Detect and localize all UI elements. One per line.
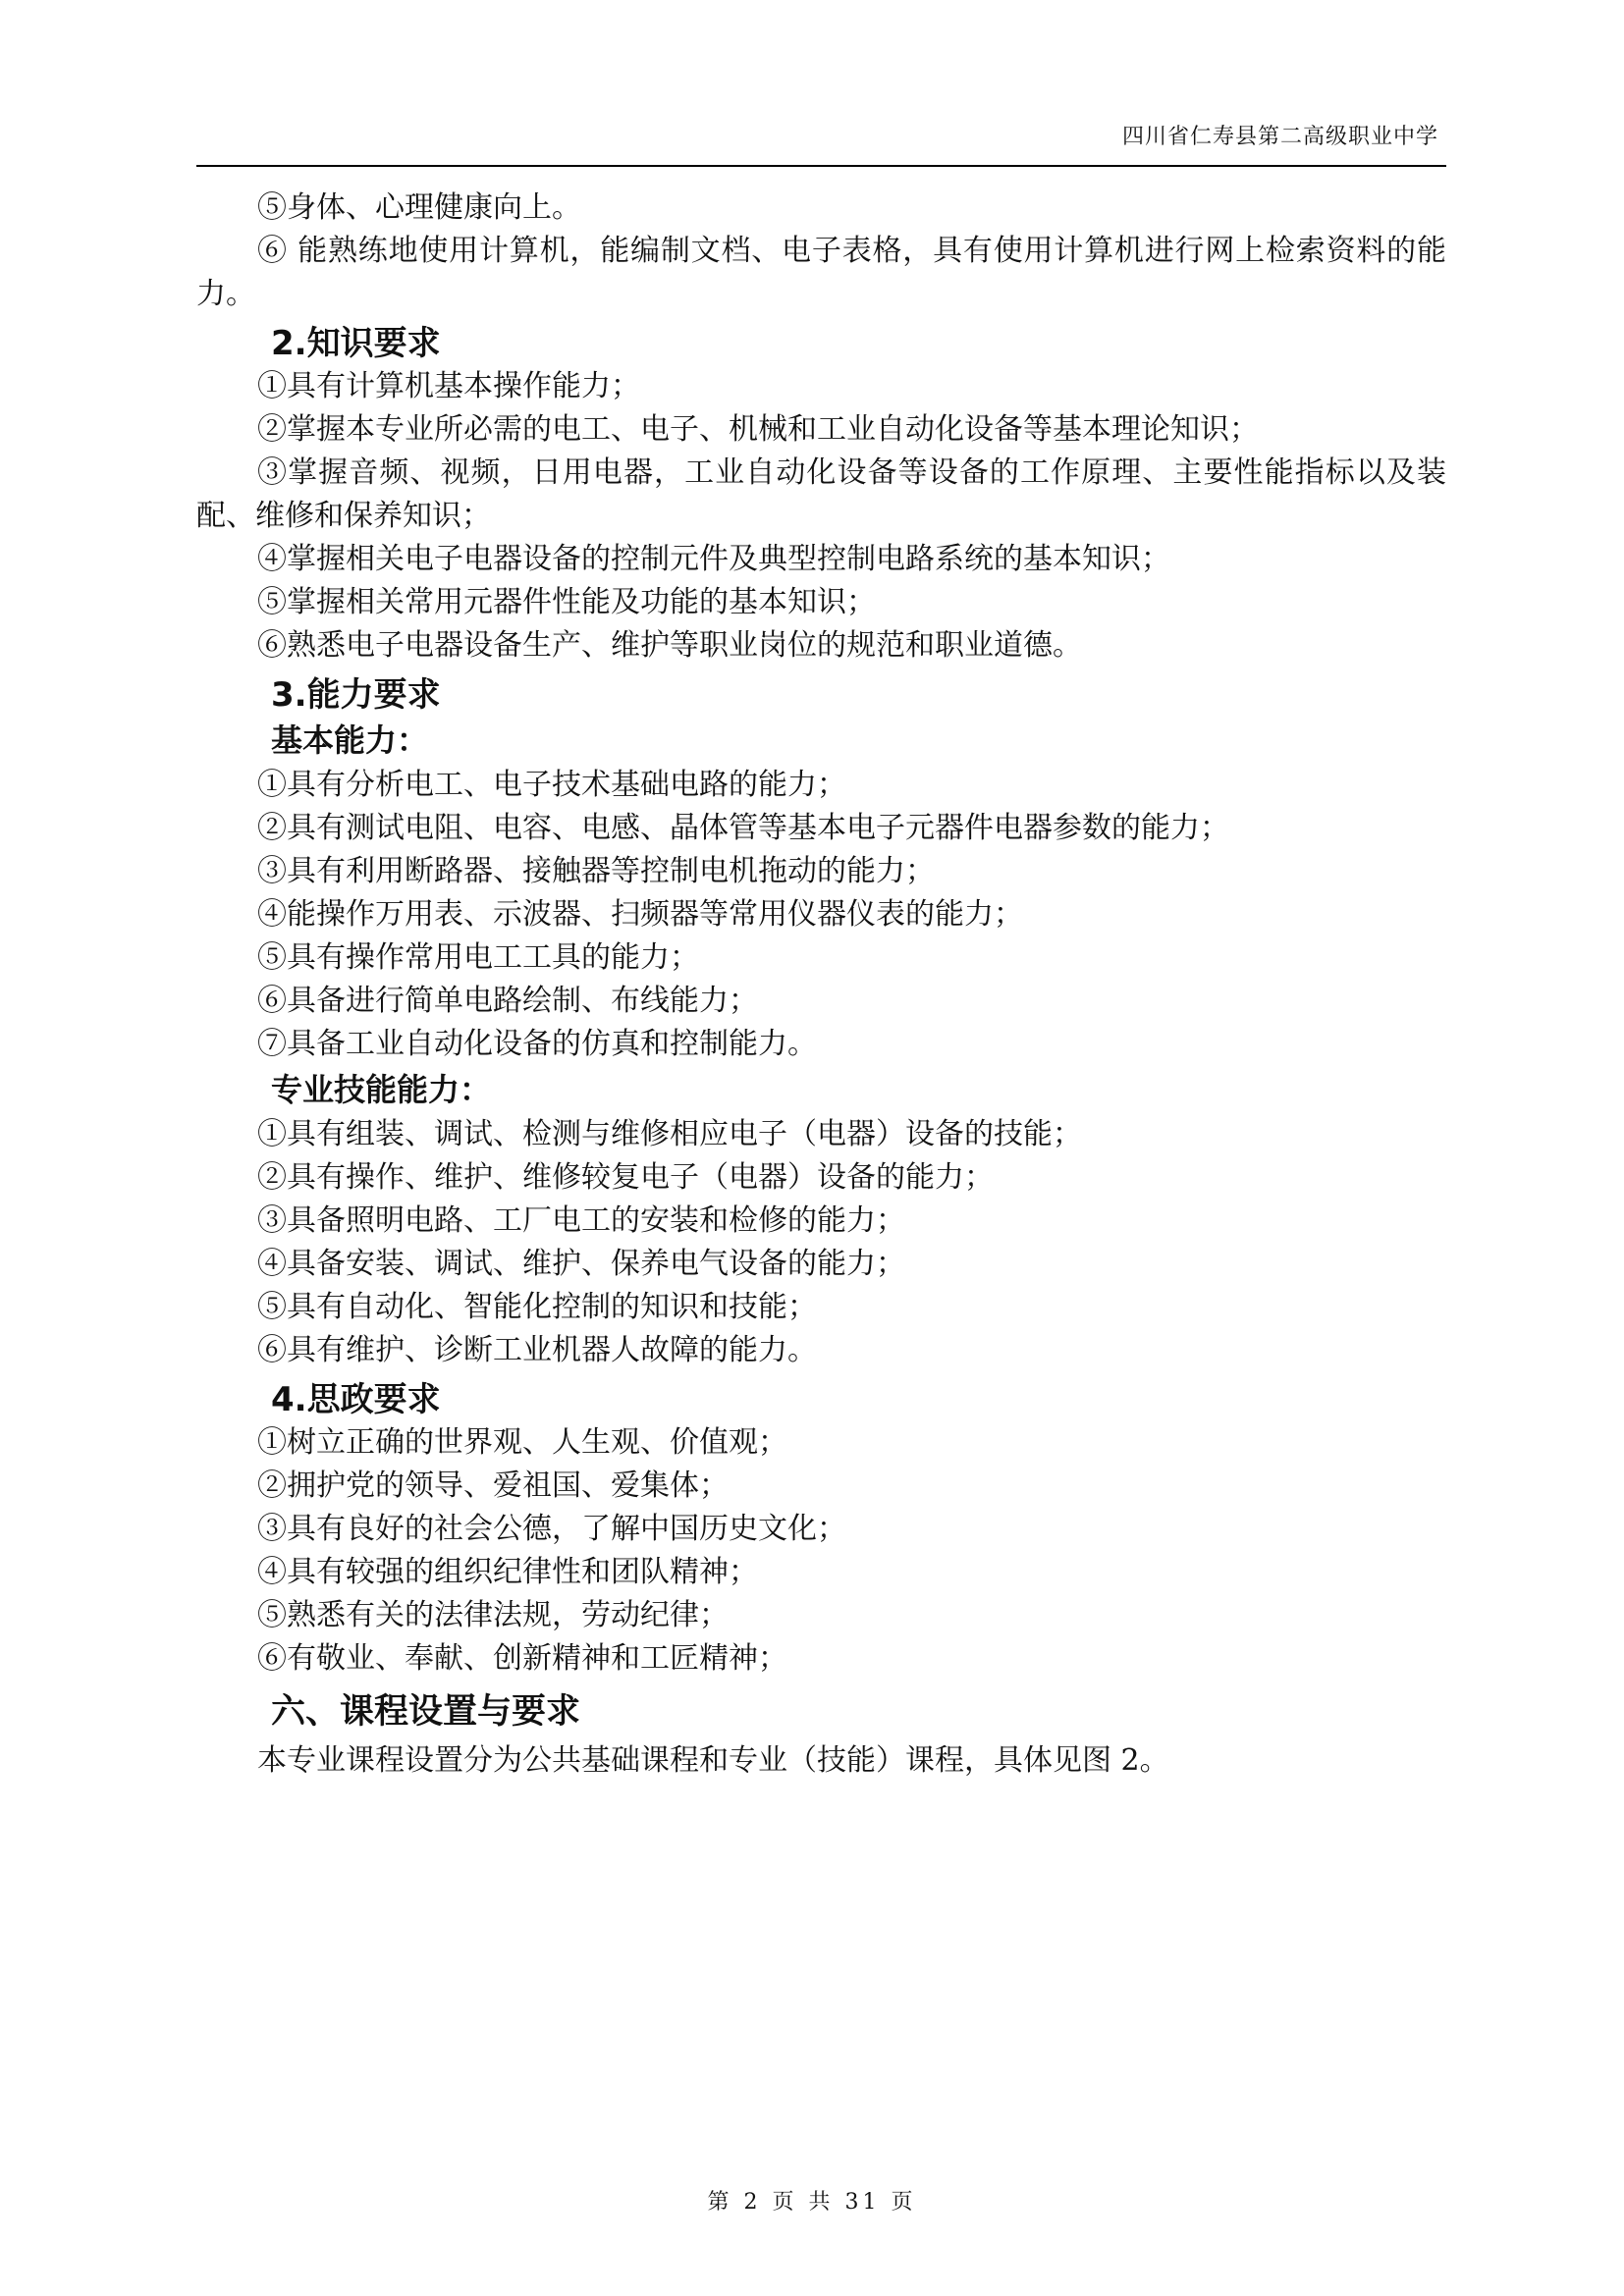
section-title-curriculum: 六、课程设置与要求 — [271, 1692, 581, 1732]
list-item: ①具有分析电工、电子技术基础电路的能力； — [257, 768, 846, 802]
list-item: ⑤熟悉有关的法律法规，劳动纪律； — [257, 1598, 729, 1632]
list-item: ⑥ 能熟练地使用计算机，能编制文档、电子表格，具有使用计算机进行网上检索资料的能力。 — [196, 234, 1446, 311]
list-item: ⑤掌握相关常用元器件性能及功能的基本知识； — [257, 585, 876, 619]
subheading-skill-ability: 专业技能能力： — [271, 1071, 492, 1108]
list-item: ④能操作万用表、示波器、扫频器等常用仪器仪表的能力； — [257, 897, 1023, 932]
page-number: 第 2 页 共 31 页 — [707, 2190, 917, 2215]
section-body: 本专业课程设置分为公共基础课程和专业（技能）课程，具体见图 2。 — [257, 1743, 1169, 1778]
list-item: ①树立正确的世界观、人生观、价值观； — [257, 1425, 787, 1460]
section-heading-ability: 3.能力要求 — [271, 675, 441, 715]
list-item: ④具备安装、调试、维护、保养电气设备的能力； — [257, 1247, 905, 1281]
list-item: ②具有操作、维护、维修较复电子（电器）设备的能力； — [257, 1160, 994, 1195]
page-header — [196, 116, 1446, 167]
list-item: ④具有较强的组织纪律性和团队精神； — [257, 1555, 758, 1589]
list-item: ②掌握本专业所必需的电工、电子、机械和工业自动化设备等基本理论知识； — [257, 412, 1259, 447]
list-item: ②具有测试电阻、电容、电感、晶体管等基本电子元器件电器参数的能力； — [257, 811, 1229, 845]
section-heading-political: 4.思政要求 — [271, 1380, 441, 1419]
list-item: ②拥护党的领导、爱祖国、爱集体； — [257, 1468, 729, 1503]
list-item: ⑦具备工业自动化设备的仿真和控制能力。 — [257, 1027, 817, 1061]
school-name: 四川省仁寿县第二高级职业中学 — [1121, 125, 1438, 149]
list-item: ⑥熟悉电子电器设备生产、维护等职业岗位的规范和职业道德。 — [257, 628, 1082, 663]
list-item: ③具有良好的社会公德，了解中国历史文化； — [257, 1512, 846, 1546]
list-item: ⑥具备进行简单电路绘制、布线能力； — [257, 984, 758, 1018]
list-item: ⑤具有自动化、智能化控制的知识和技能； — [257, 1290, 817, 1324]
list-item: ③掌握音频、视频，日用电器，工业自动化设备等设备的工作原理、主要性能指标以及装配、维修和保养知识； — [196, 455, 1446, 533]
list-item: ③具备照明电路、工厂电工的安装和检修的能力； — [257, 1203, 905, 1238]
list-item: ⑤身体、心理健康向上。 — [257, 190, 581, 225]
list-item: ⑤具有操作常用电工工具的能力； — [257, 940, 699, 975]
subheading-basic-ability: 基本能力： — [271, 721, 429, 759]
list-item: ⑥具有维护、诊断工业机器人故障的能力。 — [257, 1333, 817, 1367]
document-body — [196, 187, 1446, 1783]
list-item: ④掌握相关电子电器设备的控制元件及典型控制电路系统的基本知识； — [257, 542, 1170, 576]
section-heading-knowledge: 2.知识要求 — [271, 324, 441, 363]
list-item: ⑥有敬业、奉献、创新精神和工匠精神； — [257, 1641, 787, 1676]
list-item: ③具有利用断路器、接触器等控制电机拖动的能力； — [257, 854, 935, 888]
list-item: ①具有组装、调试、检测与维修相应电子（电器）设备的技能； — [257, 1117, 1082, 1151]
list-item: ①具有计算机基本操作能力； — [257, 369, 640, 403]
